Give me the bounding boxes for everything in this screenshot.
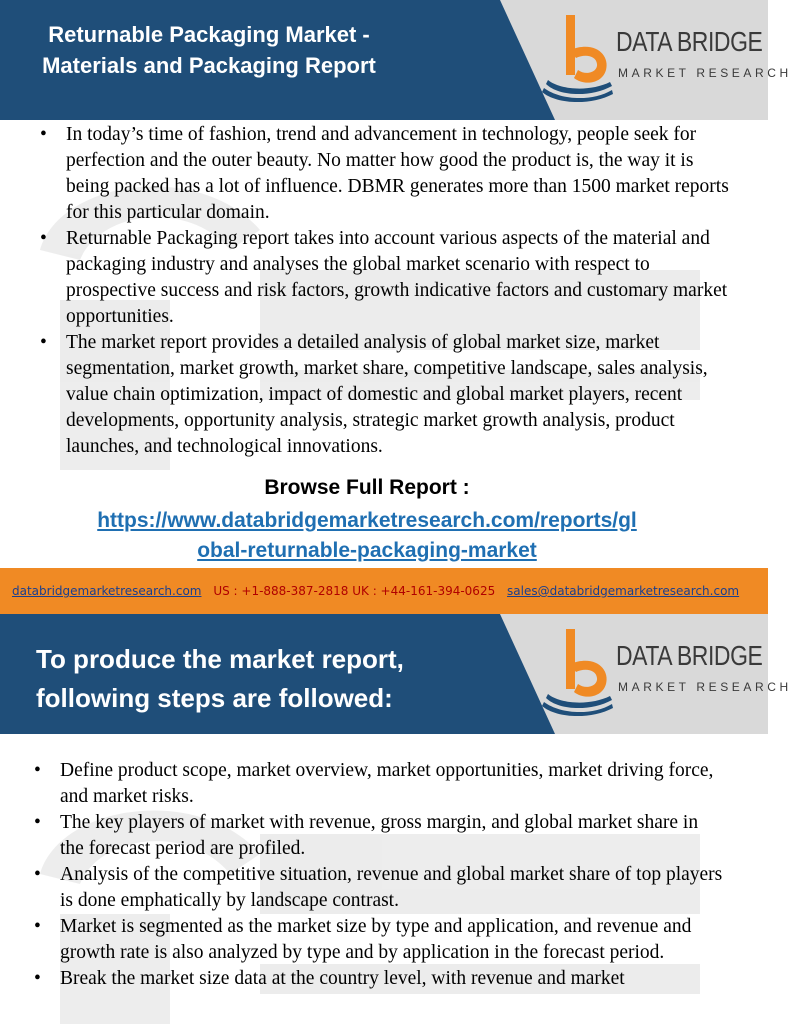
section-title: To produce the market report, following steps are followed: (36, 644, 404, 713)
bullet-icon: • (40, 332, 47, 353)
data-bridge-logo-icon (540, 624, 620, 719)
bullet-icon: • (34, 916, 41, 937)
browse-label: Browse Full Report : (264, 476, 470, 499)
list-item: • Define product scope, market overview, market opportunities, market driving force, and market risks. (34, 760, 714, 807)
page-title: Returnable Packaging Market - Materials and Packaging Report (42, 22, 376, 78)
logo-tagline: MARKET RESEARCH (618, 680, 792, 694)
bullet-list (40, 122, 730, 460)
bullet-icon: • (34, 864, 41, 885)
bullet-icon: • (34, 812, 41, 833)
data-bridge-logo-icon (540, 10, 620, 105)
bullet-icon: • (34, 760, 41, 781)
list-item: • The key players of market with revenue, gross margin, and global market share in the forecast period are profiled. (34, 812, 699, 859)
full-report-link[interactable]: https://www.databridgemarketresearch.com/reports/gl obal-returnable-packaging-market (97, 509, 637, 562)
website-link[interactable]: databridgemarketresearch.com (12, 584, 202, 598)
contact-footer (0, 568, 768, 614)
list-item: • In today’s time of fashion, trend and advancement in technology, people seek for perfection and the outer beauty. No matter how good the product is, the way it is being packed has a lot of influence. DBMR generates more than 1500 market reports for this particular domain. (40, 124, 729, 223)
bullet-icon: • (40, 228, 47, 249)
logo-name: DATA BRIDGE (616, 26, 763, 57)
list-item: • The market report provides a detailed analysis of global market size, market segmentation, market growth, market share, competitive landscape, sales analysis, value chain optimization, impact of domestic and global market players, recent developments, opportunity analysis, strategic market growth analysis, product launches, and technological innovations. (40, 332, 708, 457)
data-bridge-logo (540, 624, 792, 719)
email-link[interactable]: sales@databridgemarketresearch.com (507, 584, 740, 598)
list-item: • Market is segmented as the market size by type and application, and revenue and growth rate is also analyzed by type and by application in the forecast period. (34, 916, 692, 963)
bullet-icon: • (40, 124, 47, 145)
logo-name: DATA BRIDGE (616, 640, 763, 671)
slide-2-header (0, 614, 792, 734)
phone-numbers: US : +1-888-387-2818 UK : +44-161-394-0625 (213, 584, 496, 598)
slide-1-header (0, 0, 792, 120)
logo-tagline: MARKET RESEARCH (618, 66, 792, 80)
list-item: • Analysis of the competitive situation, revenue and global market share of top players is done emphatically by landscape contrast. (34, 864, 723, 911)
steps-list (34, 758, 724, 992)
list-item: • Returnable Packaging report takes into account various aspects of the material and packaging industry and analyses the global market scenario with respect to prospective success and risk factors, growth indicative factors and customary market opportunities. (40, 228, 728, 327)
data-bridge-logo (540, 10, 792, 105)
slide-2 (0, 614, 792, 1024)
list-item: • Break the market size data at the country level, with revenue and market (34, 966, 724, 992)
bullet-icon: • (34, 968, 41, 989)
